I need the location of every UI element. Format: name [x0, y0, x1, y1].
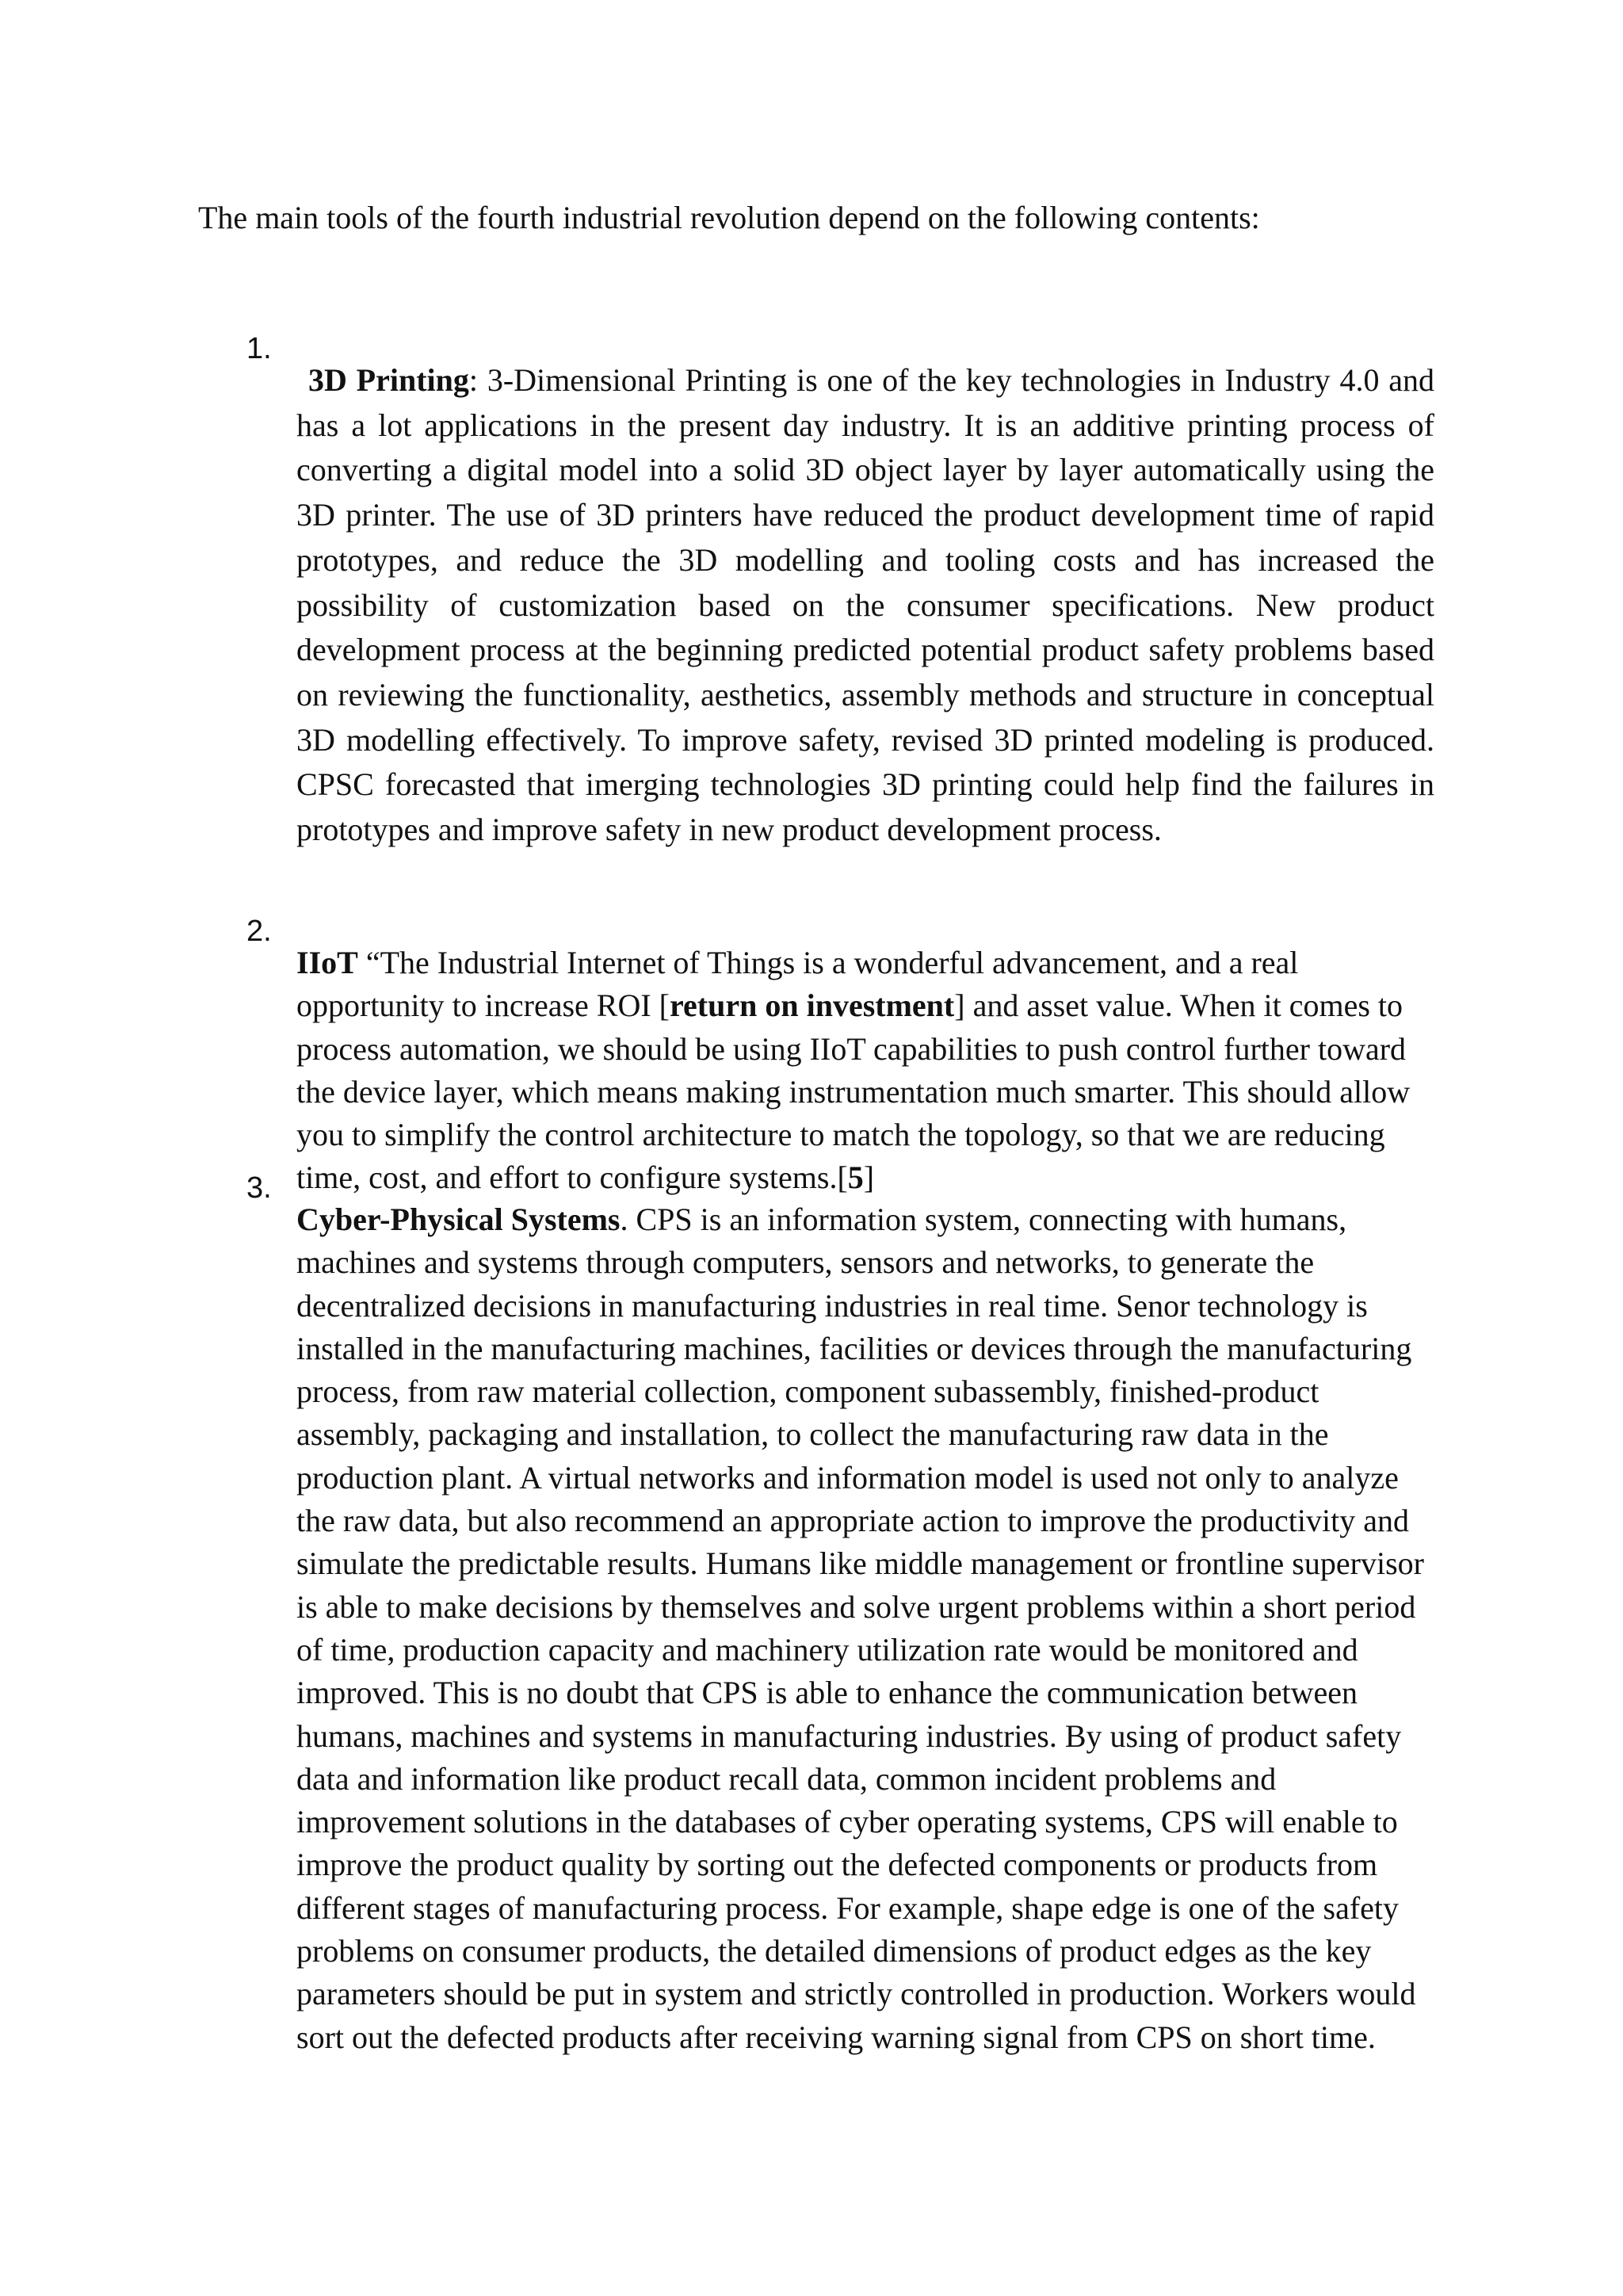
list-item-text-continued: ] and asset value. When it comes to process automation, we should be using IIoT capabilities to push control further toward the device layer, which means making instrumentation much smarter. This should allow you to simplify the control architecture to match the topology, so that we are reducing time, cost, and effort to configure systems.[	[296, 988, 1411, 1196]
list-item-number: 2.	[246, 915, 272, 948]
list-item-number: 1.	[246, 332, 272, 365]
list-item-term: Cyber-Physical Systems	[296, 1201, 621, 1237]
citation-number: 5	[847, 1159, 864, 1196]
bold-phrase: return on investment	[670, 988, 955, 1024]
citation-closing-bracket: ]	[863, 1159, 875, 1196]
list-item-term: IIoT	[296, 945, 358, 980]
list-item-cyber-physical-systems	[246, 1167, 1434, 2091]
list-item-body	[296, 1198, 1434, 2059]
list-item-text: “The Industrial Internet of Things is a wonderful advancement, and a real opportunity to increase ROI [	[296, 945, 1299, 1024]
list-item-text: : 3-Dimensional Printing is one of the key technologies in Industry 4.0 and has a lot applications in the present day industry. It is an additive printing process of converting a digital model into a solid 3D object layer by layer automatically using the 3D printer. The use of 3D printers have reduced the product development time of rapid prototypes, and reduce the 3D modelling and tooling costs and has increased the possibility of customization based on the consumer specifications. New product development process at the beginning predicted potential product safety problems based on reviewing the functionality, aesthetics, assembly methods and structure in conceptual 3D modelling effectively. To improve safety, revised 3D printed modeling is produced. CPSC forecasted that imerging technologies 3D printing could help find the failures in prototypes and improve safety in new product development process.	[296, 362, 1434, 848]
list-item-text: . CPS is an information system, connecting with humans, machines and systems through computers, sensors and networks, to generate the decentralized decisions in manufacturing industries in real time. Senor technology is installed in the manufacturing machines, facilities or devices through the manufacturing process, from raw material collection, component subassembly, finished-product assembly, packaging and installation, to collect the manufacturing raw data in the production plant. A virtual networks and information model is used not only to analyze the raw data, but also recommend an appropriate action to improve the productivity and simulate the predictable results. Humans like middle management or frontline supervisor is able to make decisions by themselves and solve urgent problems within a short period of time, production capacity and machinery utilization rate would be monitored and improved. This is no doubt that CPS is able to enhance the communication between humans, machines and systems in manufacturing industries. By using of product safety data and information like product recall data, common incident problems and improvement solutions in the databases of cyber operating systems, CPS will enable to improve the product quality by sorting out the defected components or products from different stages of manufacturing process. For example, shape edge is one of the safety problems on consumer products, the detailed dimensions of product edges as the key parameters should be put in system and strictly controlled in production. Workers would sort out the defected products after receiving warning signal from CPS on short time.	[296, 1201, 1424, 2055]
list-item-number: 3.	[246, 1171, 272, 1205]
list-item-3d-printing	[246, 327, 1434, 884]
list-item-body	[296, 942, 1434, 1200]
list-item-body	[296, 358, 1434, 853]
list-item-term: 3D Printing	[308, 362, 469, 398]
intro-paragraph: The main tools of the fourth industrial revolution depend on the following contents:	[198, 200, 1260, 235]
